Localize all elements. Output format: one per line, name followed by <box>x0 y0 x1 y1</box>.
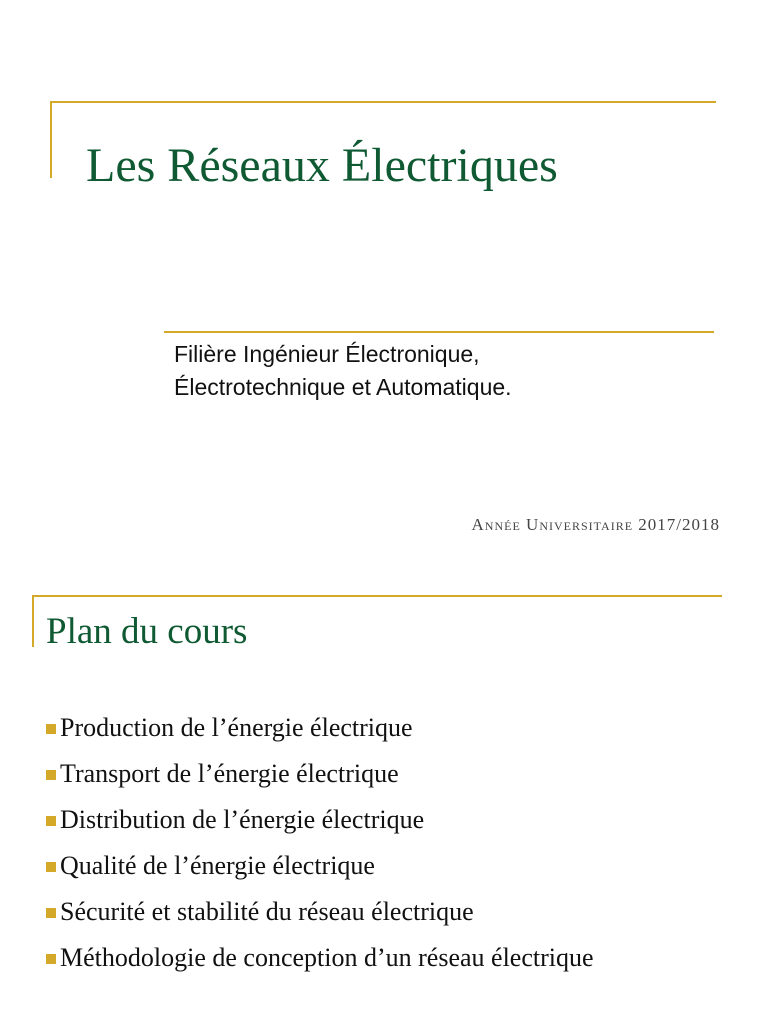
subtitle-rule <box>164 331 714 333</box>
list-item <box>46 940 736 976</box>
plan-left-rule <box>32 595 34 647</box>
list-item-text: Transport de l’énergie électrique <box>60 759 399 788</box>
subtitle-line-1: Filière Ingénieur Électronique, <box>174 341 480 367</box>
list-item <box>46 802 736 838</box>
square-bullet-icon <box>46 862 56 872</box>
square-bullet-icon <box>46 954 56 964</box>
list-item <box>46 894 736 930</box>
list-item-text: Sécurité et stabilité du réseau électrique <box>60 897 474 926</box>
academic-year: Année Universitaire 2017/2018 <box>471 515 720 534</box>
list-item <box>46 710 736 746</box>
list-item <box>46 756 736 792</box>
subtitle-line-2: Électrotechnique et Automatique. <box>174 374 512 400</box>
square-bullet-icon <box>46 908 56 918</box>
list-item-text: Production de l’énergie électrique <box>60 713 413 742</box>
title-left-rule <box>50 101 52 178</box>
list-item-text: Méthodologie de conception d’un réseau électrique <box>60 943 594 972</box>
slide-title: Les Réseaux Électriques <box>86 139 558 192</box>
square-bullet-icon <box>46 724 56 734</box>
plan-title: Plan du cours <box>46 611 248 652</box>
plan-slide <box>0 580 768 1024</box>
plan-list <box>46 710 736 986</box>
square-bullet-icon <box>46 816 56 826</box>
slide-subtitle <box>174 338 512 404</box>
plan-top-rule <box>32 595 722 597</box>
square-bullet-icon <box>46 770 56 780</box>
list-item <box>46 848 736 884</box>
list-item-text: Qualité de l’énergie électrique <box>60 851 375 880</box>
list-item-text: Distribution de l’énergie électrique <box>60 805 425 834</box>
title-top-rule <box>50 101 716 103</box>
